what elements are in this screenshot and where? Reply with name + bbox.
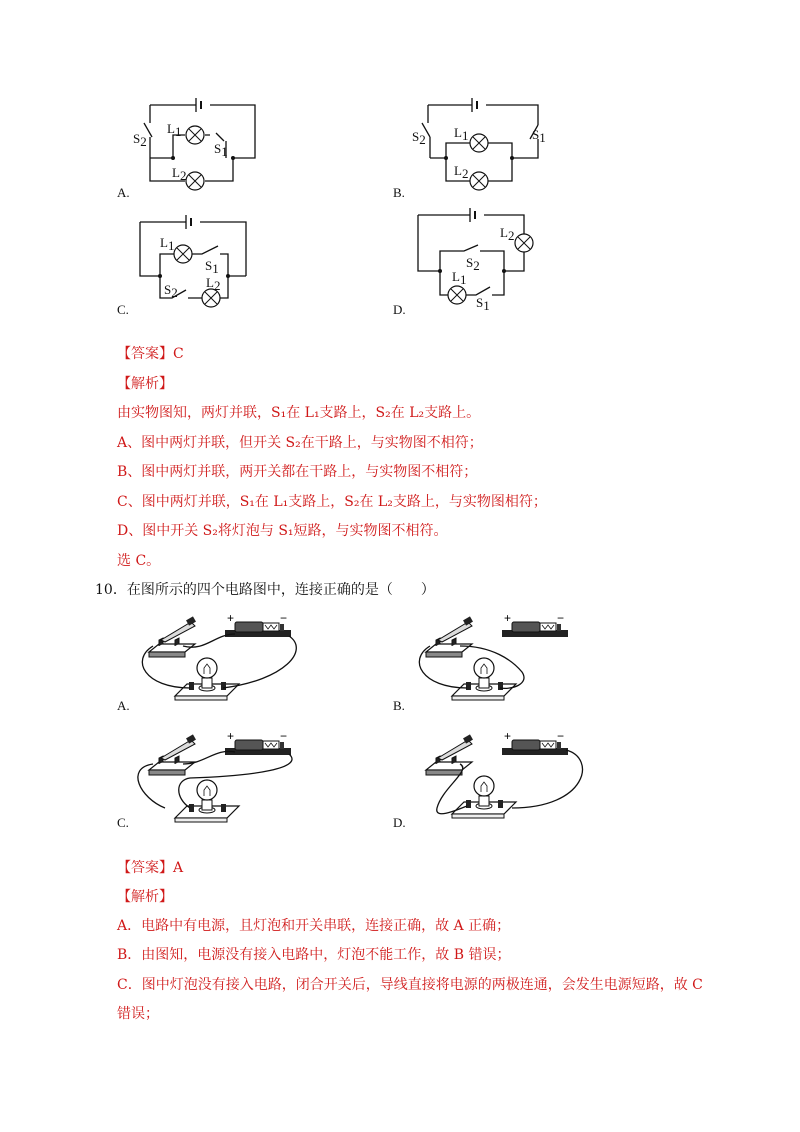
q9-analysis-line: C、图中两灯并联，S₁在 L₁支路上，S₂在 L₂支路上，与实物图相符； xyxy=(117,494,547,510)
svg-text:−: − xyxy=(557,729,565,743)
option-letter-d: D. xyxy=(393,302,406,317)
q10-analysis-line: A．电路中有电源，且灯泡和开关串联，连接正确，故 A 正确； xyxy=(117,918,511,934)
option-letter-d: D. xyxy=(393,815,406,830)
svg-text:+: + xyxy=(227,729,235,743)
svg-text:S2: S2 xyxy=(164,282,178,300)
svg-text:+: + xyxy=(227,611,235,625)
q9-analysis-line: D、图中开关 S₂将灯泡与 S₁短路，与实物图不相符。 xyxy=(117,523,448,539)
svg-text:S1: S1 xyxy=(476,295,490,313)
q10-analysis-line: 错误； xyxy=(117,1006,159,1022)
q10-analysis-line: B．由图知，电源没有接入电路中，灯泡不能工作，故 B 错误； xyxy=(117,947,511,963)
svg-text:−: − xyxy=(280,729,288,743)
label-l1: L1 xyxy=(167,121,182,139)
circuit-diagram-a xyxy=(130,95,270,195)
option-letter-c: C. xyxy=(117,302,129,317)
option-letter-b: B. xyxy=(393,185,405,200)
q9-analysis-line: A、图中两灯并联，但开关 S₂在干路上，与实物图不相符； xyxy=(117,435,483,451)
svg-text:L1: L1 xyxy=(454,125,469,143)
label-s2: S2 xyxy=(133,131,147,149)
q10-answer: 【答案】A xyxy=(117,860,184,876)
option-letter-a: A. xyxy=(117,698,130,713)
svg-text:S1: S1 xyxy=(205,258,219,276)
label-l2: L2 xyxy=(172,165,187,183)
q9-analysis-line: B、图中两灯并联，两开关都在干路上，与实物图不相符； xyxy=(117,464,478,480)
q9-analysis-line: 由实物图知，两灯并联，S₁在 L₁支路上，S₂在 L₂支路上。 xyxy=(117,405,481,421)
circuit-diagram-b xyxy=(410,95,560,195)
svg-text:S2: S2 xyxy=(466,255,480,273)
q10-analysis-heading: 【解析】 xyxy=(117,889,173,905)
apparatus-diagram-c xyxy=(135,728,315,838)
svg-text:L1: L1 xyxy=(452,269,467,287)
option-letter-a: A. xyxy=(117,185,130,200)
svg-text:S2: S2 xyxy=(412,129,426,147)
svg-text:S1: S1 xyxy=(532,127,546,145)
q9-analysis-line: 选 C。 xyxy=(117,553,161,569)
svg-text:−: − xyxy=(557,611,565,625)
apparatus-diagram-d xyxy=(412,728,592,838)
option-letter-b: B. xyxy=(393,698,405,713)
option-letter-c: C. xyxy=(117,815,129,830)
svg-text:+: + xyxy=(504,611,512,625)
apparatus-diagram-b xyxy=(412,610,592,720)
svg-text:L1: L1 xyxy=(160,235,175,253)
circuit-diagram-d xyxy=(410,205,550,315)
circuit-diagram-c xyxy=(130,212,260,312)
svg-text:+: + xyxy=(504,729,512,743)
label-s1: S1 xyxy=(214,141,228,159)
svg-text:L2: L2 xyxy=(454,163,469,181)
svg-text:L2: L2 xyxy=(206,275,221,293)
apparatus-diagram-a xyxy=(135,610,315,720)
q9-analysis-heading: 【解析】 xyxy=(117,376,173,392)
q10-analysis-line: C．图中灯泡没有接入电路，闭合开关后，导线直接将电源的两极连通，会发生电源短路，故 C xyxy=(117,977,703,993)
svg-text:L2: L2 xyxy=(500,225,515,243)
q9-answer: 【答案】C xyxy=(117,346,184,362)
q10-question: 10．在图所示的四个电路图中，连接正确的是（ ） xyxy=(95,582,435,598)
svg-text:−: − xyxy=(280,611,288,625)
